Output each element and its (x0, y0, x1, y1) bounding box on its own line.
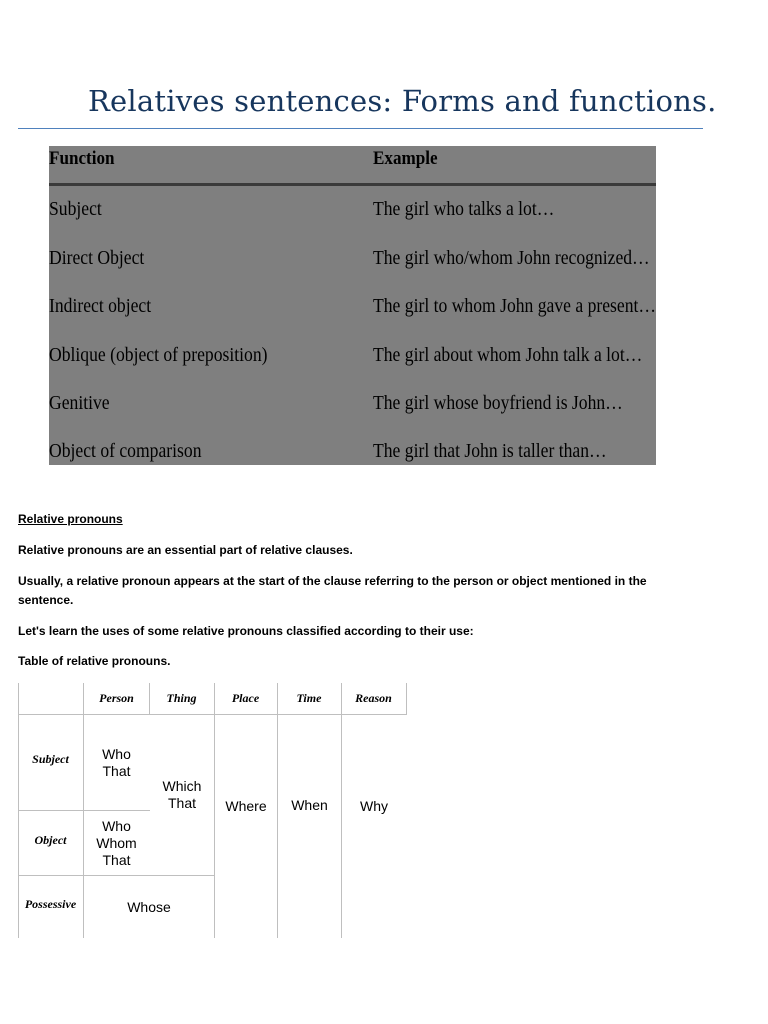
header-rule (49, 183, 656, 186)
table-row (49, 440, 656, 480)
paragraph: Let's learn the uses of some relative pronouns classified according to their use: (18, 624, 474, 638)
paragraph: Usually, a relative pronoun appears at the start of the clause referring to the person or object mentioned in the sentence. (18, 574, 647, 607)
example-cell: The girl that John is taller than… (373, 440, 607, 462)
cell-place (215, 715, 277, 897)
cell-subject-person (84, 715, 149, 810)
cell-text: Where (225, 797, 267, 814)
header-reason: Reason (355, 691, 392, 705)
row-label-object: Object (34, 833, 67, 847)
function-table-header (49, 146, 656, 186)
header-thing: Thing (166, 691, 197, 705)
cell-text: Whose (127, 898, 171, 915)
cell-object-person (84, 811, 149, 875)
cell-text: Who (102, 817, 131, 834)
table-row (49, 392, 656, 432)
header-time: Time (296, 691, 322, 705)
cell-text: Which (162, 778, 202, 794)
grid-line (18, 810, 84, 811)
function-cell: Subject (49, 198, 102, 220)
cell-text: That (167, 795, 196, 811)
section-heading: Relative pronouns (18, 512, 123, 526)
cell-possessive (84, 876, 214, 938)
cell-text: Who (102, 745, 131, 762)
cell-text: Whom (96, 834, 137, 851)
function-cell: Genitive (49, 392, 110, 414)
page-title: Relatives sentences: Forms and functions. (88, 84, 717, 118)
example-cell: The girl about whom John talk a lot… (373, 344, 643, 366)
table-row (49, 295, 656, 335)
example-cell: The girl who/whom John recognized… (373, 247, 650, 269)
table-row (49, 247, 656, 287)
grid-line (406, 683, 407, 715)
cell-thing (150, 715, 214, 875)
function-table (49, 146, 656, 465)
cell-text: When (291, 796, 328, 813)
example-cell: The girl who talks a lot… (373, 198, 555, 220)
table-row (49, 344, 656, 384)
header-function: Function (49, 148, 115, 169)
function-cell: Direct Object (49, 247, 145, 269)
title-divider (18, 128, 703, 129)
paragraph: Table of relative pronouns. (18, 654, 171, 668)
header-example: Example (373, 148, 438, 169)
cell-text: That (102, 851, 131, 868)
example-cell: The girl whose boyfriend is John… (373, 392, 623, 414)
header-person: Person (99, 691, 134, 705)
header-place: Place (231, 691, 260, 705)
cell-reason (342, 715, 406, 897)
table-row (49, 198, 656, 238)
example-cell: The girl to whom John gave a present… (373, 295, 657, 317)
function-cell: Indirect object (49, 295, 152, 317)
paragraph: Relative pronouns are an essential part of relative clauses. (18, 543, 353, 557)
pronoun-table (18, 683, 406, 938)
function-cell: Object of comparison (49, 440, 202, 462)
cell-time (278, 715, 341, 895)
cell-text: That (102, 762, 131, 779)
function-cell: Oblique (object of preposition) (49, 344, 268, 366)
row-label-possessive: Possessive (24, 897, 77, 911)
row-label-subject: Subject (32, 752, 69, 766)
cell-text: Why (360, 797, 388, 814)
